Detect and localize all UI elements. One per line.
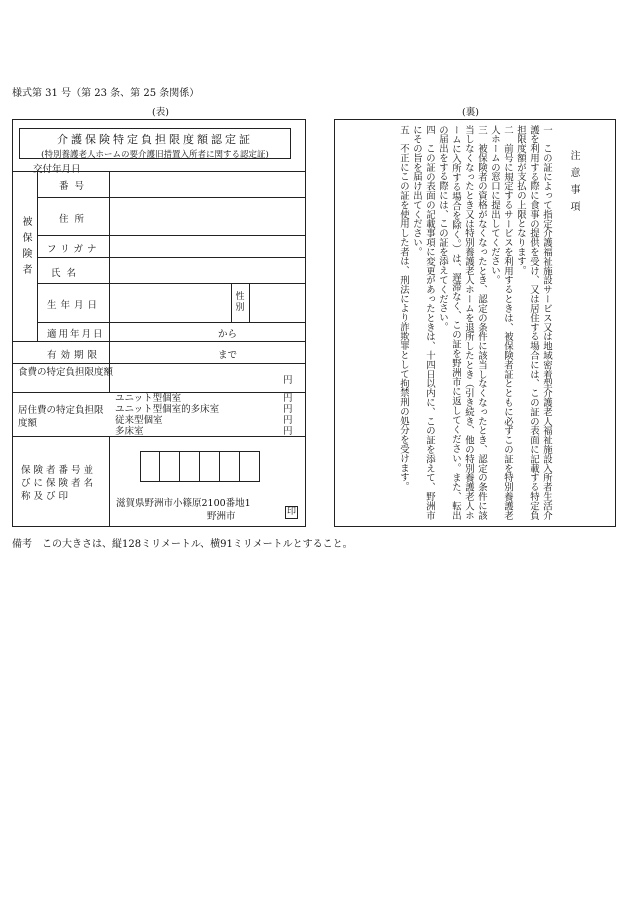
note-item: 四 この証の表面の記載事項に変更があったときは、十四日以内に、この証を添えて、野洲市にその旨を届け出てください。 [411,125,435,520]
front-card [12,119,306,527]
note-item: 一 この証によって指定介護福祉施設サービス又は地域密着型介護老人福祉施設入所者生活介護を利用する際に食事の提供を受け、又は居住する場合には、この証の表面に記載する特定負担限度額が支払の上限となります。 [515,125,552,520]
address-label: 住所 [59,214,91,225]
digit-box[interactable] [160,451,180,482]
notes-heading: 注意事項 [568,150,579,218]
digit-box[interactable] [220,451,240,482]
food-unit: 円 [283,375,293,386]
note-item: 五 不正にこの証を使用した者は、刑法により詐欺罪として拘禁刑の処分を受けます。 [398,125,409,492]
insurer-address: 滋賀県野洲市小篠原2100番地1 [116,498,251,509]
sex-label: 性別 [235,292,245,313]
back-card [334,119,616,527]
furigana-label: フリガナ [47,244,101,255]
residence-item: ユニット型個室 [115,393,182,404]
note-item: 二 前号に規定するサービスを利用するときは、被保険者証とともに必ずこの証を特別養護老人ホームの窓口に提出してください。 [489,125,513,520]
digit-box[interactable] [200,451,220,482]
back-label: (裏) [462,107,479,118]
number-field[interactable] [113,173,301,195]
birthdate-field[interactable] [113,285,227,320]
apply-date-label: 適用年月日 [47,329,105,340]
valid-until-text: まで [218,350,238,361]
title-box [19,128,291,159]
front-label: (表) [152,107,169,118]
digit-box[interactable] [240,451,260,482]
residence-unit: 円 [283,415,293,426]
card-title: 介護保険特定負担限度額認定証 [57,133,253,146]
name-field[interactable] [113,259,301,281]
card-subtitle: (特別養護老人ホームの要介護旧措置入所者に関する認定証) [41,150,269,160]
form-number: 様式第 31 号（第 23 条、第 25 条関係） [12,88,200,99]
residence-item: ユニット型個室的多床室 [115,404,220,415]
valid-period-label: 有効期限 [47,350,102,361]
birthdate-label: 生年月日 [47,300,102,311]
apply-from-text: から [218,329,238,340]
number-label: 番号 [59,181,91,192]
residence-unit: 円 [283,393,293,404]
sex-field[interactable] [253,285,301,320]
digit-box[interactable] [140,451,160,482]
name-label: 氏名 [51,268,83,279]
residence-unit: 円 [283,426,293,437]
notes-body [343,125,553,520]
furigana-field[interactable] [113,237,301,255]
residence-label: 居住費の特定負担限度額 [18,405,104,429]
insurer-name: 野洲市 [207,511,236,522]
food-label: 食費の特定負担限度額 [18,367,114,378]
note-item: 三 被保険者の資格がなくなったとき、認定の条件に該当しなくなったとき、認定の条件に該当しなくなったとき又は特別養護老人ホームを退所したとき（引き続き、他の特別養護老人ホームに入所する場合を除く。）は、遅滞なく、この証を野洲市に返してください。また、転出の届出をする際には、この証を添えてください。 [437,125,487,520]
insurer-label: 保険者番号並びに保険者名称及び印 [21,465,97,502]
address-field[interactable] [113,199,301,233]
residence-item: 従来型個室 [115,415,163,426]
digit-box[interactable] [180,451,200,482]
insured-label: 被保険者 [20,216,31,280]
residence-item: 多床室 [115,426,144,437]
insurer-number-boxes[interactable] [140,451,260,482]
footer-note: 備考 この大きさは、縦128ミリメートル、横91ミリメートルとすること。 [12,539,353,550]
residence-unit: 円 [283,404,293,415]
issue-date-label: 交付年月日 [33,164,81,175]
seal-mark: 印 [286,507,296,517]
